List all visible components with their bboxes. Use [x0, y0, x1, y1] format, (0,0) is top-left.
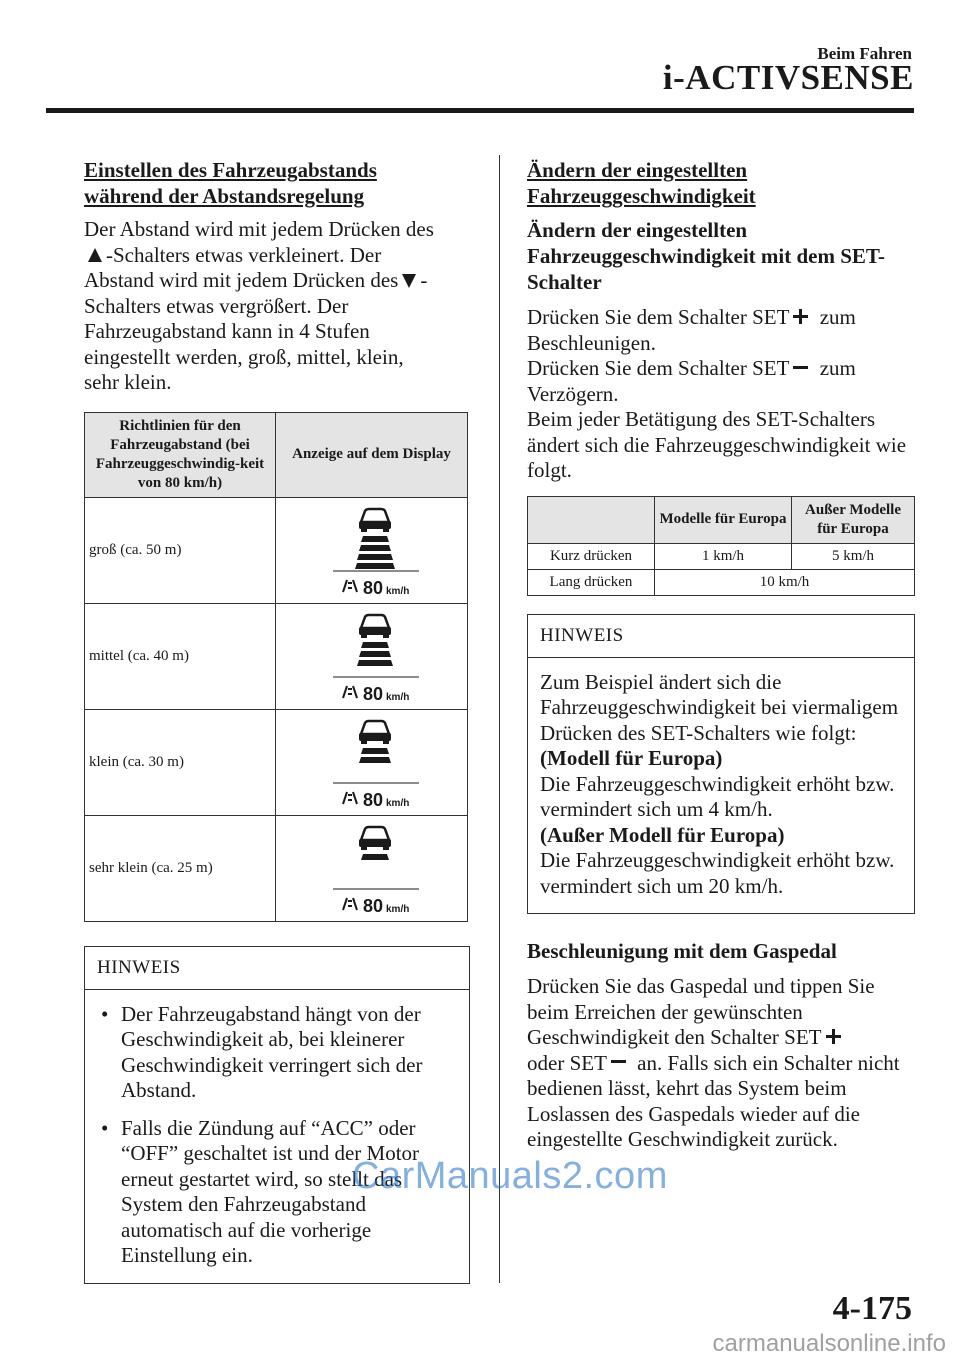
speed-step-table [527, 496, 915, 596]
left-notice-body [85, 990, 469, 1283]
right-heading-line-1: Ändern der eingestellten [527, 158, 748, 182]
speed-table-cell: 1 km/h [655, 543, 792, 569]
cruise-dash-icon [348, 900, 352, 902]
cruise-line-icon [343, 580, 347, 592]
car-roof-icon [361, 827, 389, 840]
speed-table-header-other: Außer Modelle für Europa [792, 496, 915, 543]
right-notice-p3: Die Fahrzeuggeschwindigkeit erhöht bzw. vermindert sich um 20 km/h. [540, 848, 895, 898]
intro-text-2: -Schalters etwas verkleinert. Der [106, 242, 382, 267]
plus-icon [793, 309, 808, 324]
speed-table-row-short [528, 543, 915, 569]
left-notice-box [84, 946, 470, 1284]
cruise-dash-icon [348, 794, 352, 796]
speed-table-header-row [528, 496, 915, 543]
distance-bar [361, 536, 389, 542]
right-notice-h1: (Modell für Europa) [540, 746, 723, 770]
distance-bar [359, 545, 391, 551]
distance-table-row [85, 709, 468, 815]
display-speed-unit: km/h [385, 691, 409, 703]
display-speed-value: 80 [362, 789, 383, 810]
intro-line-3 [84, 268, 470, 294]
car-wheel-icon [361, 528, 367, 532]
intro-line-2 [84, 243, 470, 269]
triangle-up-icon [88, 248, 102, 262]
gas-text-2: oder SET [527, 1050, 607, 1075]
left-notice-title: HINWEIS [85, 947, 469, 990]
distance-display-graphic [277, 816, 467, 916]
car-roof-icon [361, 509, 389, 522]
car-body-icon [359, 627, 391, 635]
car-wheel-icon [383, 846, 389, 850]
right-notice-h2: (Außer Modell für Europa) [540, 822, 785, 847]
right-heading-line-2: Fahrzeuggeschwindigkeit [527, 184, 756, 208]
triangle-down-icon [402, 274, 416, 288]
distance-display-graphic [277, 710, 467, 810]
left-notice-list [97, 1002, 457, 1269]
cruise-line-icon [343, 686, 347, 698]
intro-line-7: sehr klein. [84, 370, 172, 394]
cruise-dash-icon [348, 587, 352, 589]
right-notice-p2: Die Fahrzeuggeschwindigkeit erhöht bzw. vermindert sich um 4 km/h. [540, 771, 895, 821]
distance-table [84, 412, 468, 922]
left-heading [84, 157, 470, 209]
cruise-line-icon [353, 792, 357, 804]
cruise-dash-icon [348, 688, 352, 690]
speed-table-cell: 10 km/h [655, 569, 915, 595]
watermark-footer: carmanualsonline.info [712, 1330, 946, 1357]
right-notice-p1: Zum Beispiel ändert sich die Fahrzeuggeschwindigkeit bei viermaligem Drücken des SET-Schalters wie folgt: [540, 669, 899, 745]
right-set-para [527, 305, 915, 484]
left-notice-item-1: • Der Fahrzeugabstand hängt von der Geschwindigkeit ab, bei kleinerer Geschwindigkeit verringert sich der Abstand. [97, 1002, 457, 1104]
set-plus-text: Drücken Sie dem Schalter SET [527, 305, 790, 329]
intro-text-4: - [420, 268, 428, 292]
gas-text-3: an. Falls sich ein Schalter nicht bedienen lässt, kehrt das System beim Loslassen des Gaspedals wieder auf die eingestellte Geschwindigkeit zurück. [527, 1050, 900, 1151]
distance-label: groß (ca. 50 m) [85, 497, 276, 603]
car-wheel-icon [383, 634, 389, 638]
header-rule [46, 108, 914, 113]
distance-bar [361, 748, 389, 754]
cruise-dash-icon [348, 693, 352, 695]
left-notice-item-2: • Falls die Zündung auf “ACC” oder “OFF” geschaltet ist und der Motor erneut gestartet wird, so stellt das System den Fahrzeugabstand automatisch auf die vorherige Einstellung ein. [97, 1116, 457, 1269]
left-column [84, 157, 470, 1284]
car-body-icon [359, 521, 391, 529]
speed-table-header-eu: Modelle für Europa [655, 496, 792, 543]
cruise-line-icon [343, 792, 347, 804]
right-subheading: Ändern der eingestellten Fahrzeuggeschwindigkeit mit dem SET-Schalter [527, 218, 885, 294]
display-speed-unit: km/h [385, 903, 409, 915]
car-roof-icon [361, 615, 389, 628]
minus-icon [611, 1054, 626, 1069]
intro-line-1: Der Abstand wird mit jedem Drücken des [84, 217, 434, 241]
cruise-dash-icon [348, 905, 352, 907]
distance-table-header-display: Anzeige auf dem Display [276, 412, 468, 497]
cruise-dash-icon [348, 799, 352, 801]
right-notice-box [527, 614, 915, 915]
car-body-icon [359, 733, 391, 741]
distance-bar [361, 854, 389, 860]
distance-table-row [85, 497, 468, 603]
distance-display-cell [276, 497, 468, 603]
set-plus-text-2: zum Beschleunigen. [527, 305, 856, 355]
speed-table-cell: 5 km/h [792, 543, 915, 569]
distance-bar [355, 563, 395, 569]
distance-display-cell [276, 815, 468, 921]
right-heading [527, 157, 915, 209]
car-wheel-icon [383, 528, 389, 532]
right-notice-body [528, 658, 914, 914]
cruise-line-icon [353, 898, 357, 910]
speed-table-cell: Lang drücken [528, 569, 655, 595]
column-divider [499, 155, 500, 1283]
cruise-line-icon [353, 580, 357, 592]
gas-para [527, 974, 915, 1153]
right-column [527, 157, 915, 1165]
display-speed-value: 80 [362, 577, 383, 598]
speed-table-cell: Kurz drücken [528, 543, 655, 569]
minus-icon [793, 360, 808, 375]
left-intro [84, 217, 470, 396]
watermark-overlay: CarManuals2.com [352, 1155, 668, 1197]
gas-heading: Beschleunigung mit dem Gaspedal [527, 939, 837, 963]
cruise-line-icon [353, 686, 357, 698]
display-speed-unit: km/h [385, 797, 409, 809]
cruise-line-icon [343, 898, 347, 910]
car-wheel-icon [361, 740, 367, 744]
speed-table-header-empty [528, 496, 655, 543]
set-change-text: Beim jeder Betätigung des SET-Schalters ändert sich die Fahrzeuggeschwindigkeit wie folgt. [527, 407, 907, 482]
car-wheel-icon [361, 634, 367, 638]
distance-display-graphic [277, 498, 467, 598]
distance-label: klein (ca. 30 m) [85, 709, 276, 815]
distance-bar [359, 757, 391, 763]
cruise-dash-icon [348, 582, 352, 584]
car-wheel-icon [383, 740, 389, 744]
plus-icon [826, 1029, 841, 1044]
car-roof-icon [361, 721, 389, 734]
distance-table-row [85, 815, 468, 921]
display-speed-value: 80 [362, 683, 383, 704]
distance-bar [357, 660, 393, 666]
distance-bar [357, 554, 393, 560]
car-body-icon [359, 839, 391, 847]
distance-table-header-guideline: Richtlinien für den Fahrzeugabstand (bei Fahrzeuggeschwindig-keit von 80 km/h) [85, 412, 276, 497]
right-notice-title: HINWEIS [528, 615, 914, 658]
left-heading-line-2: während der Abstandsregelung [84, 184, 365, 208]
distance-bar [361, 642, 389, 648]
intro-text-3: Abstand wird mit jedem Drücken des [84, 268, 399, 292]
set-minus-text: Drücken Sie dem Schalter SET [527, 356, 790, 380]
left-heading-line-1: Einstellen des Fahrzeugabstands [84, 158, 377, 182]
display-speed-value: 80 [362, 895, 383, 916]
speed-table-row-long [528, 569, 915, 595]
distance-display-graphic [277, 604, 467, 704]
display-speed-unit: km/h [385, 585, 409, 597]
gas-text-1: Drücken Sie das Gaspedal und tippen Sie beim Erreichen der gewünschten Geschwindigkeit den Schalter SET [527, 974, 875, 1049]
page-number: 4-175 [832, 1290, 912, 1327]
distance-display-cell [276, 709, 468, 815]
header-section: Beim Fahren [817, 44, 912, 63]
car-wheel-icon [361, 846, 367, 850]
distance-label: mittel (ca. 40 m) [85, 603, 276, 709]
intro-line-4: Schalters etwas vergrößert. Der [84, 293, 349, 318]
set-minus-text-2: zum Verzögern. [527, 356, 856, 406]
intro-line-5: Fahrzeugabstand kann in 4 Stufen [84, 319, 370, 343]
distance-label: sehr klein (ca. 25 m) [85, 815, 276, 921]
distance-display-cell [276, 603, 468, 709]
distance-table-header-row [85, 412, 468, 497]
distance-bar [359, 651, 391, 657]
intro-line-6: eingestellt werden, groß, mittel, klein, [84, 344, 404, 369]
header-title: i-ACTIVSENSE [662, 58, 914, 97]
distance-table-row [85, 603, 468, 709]
